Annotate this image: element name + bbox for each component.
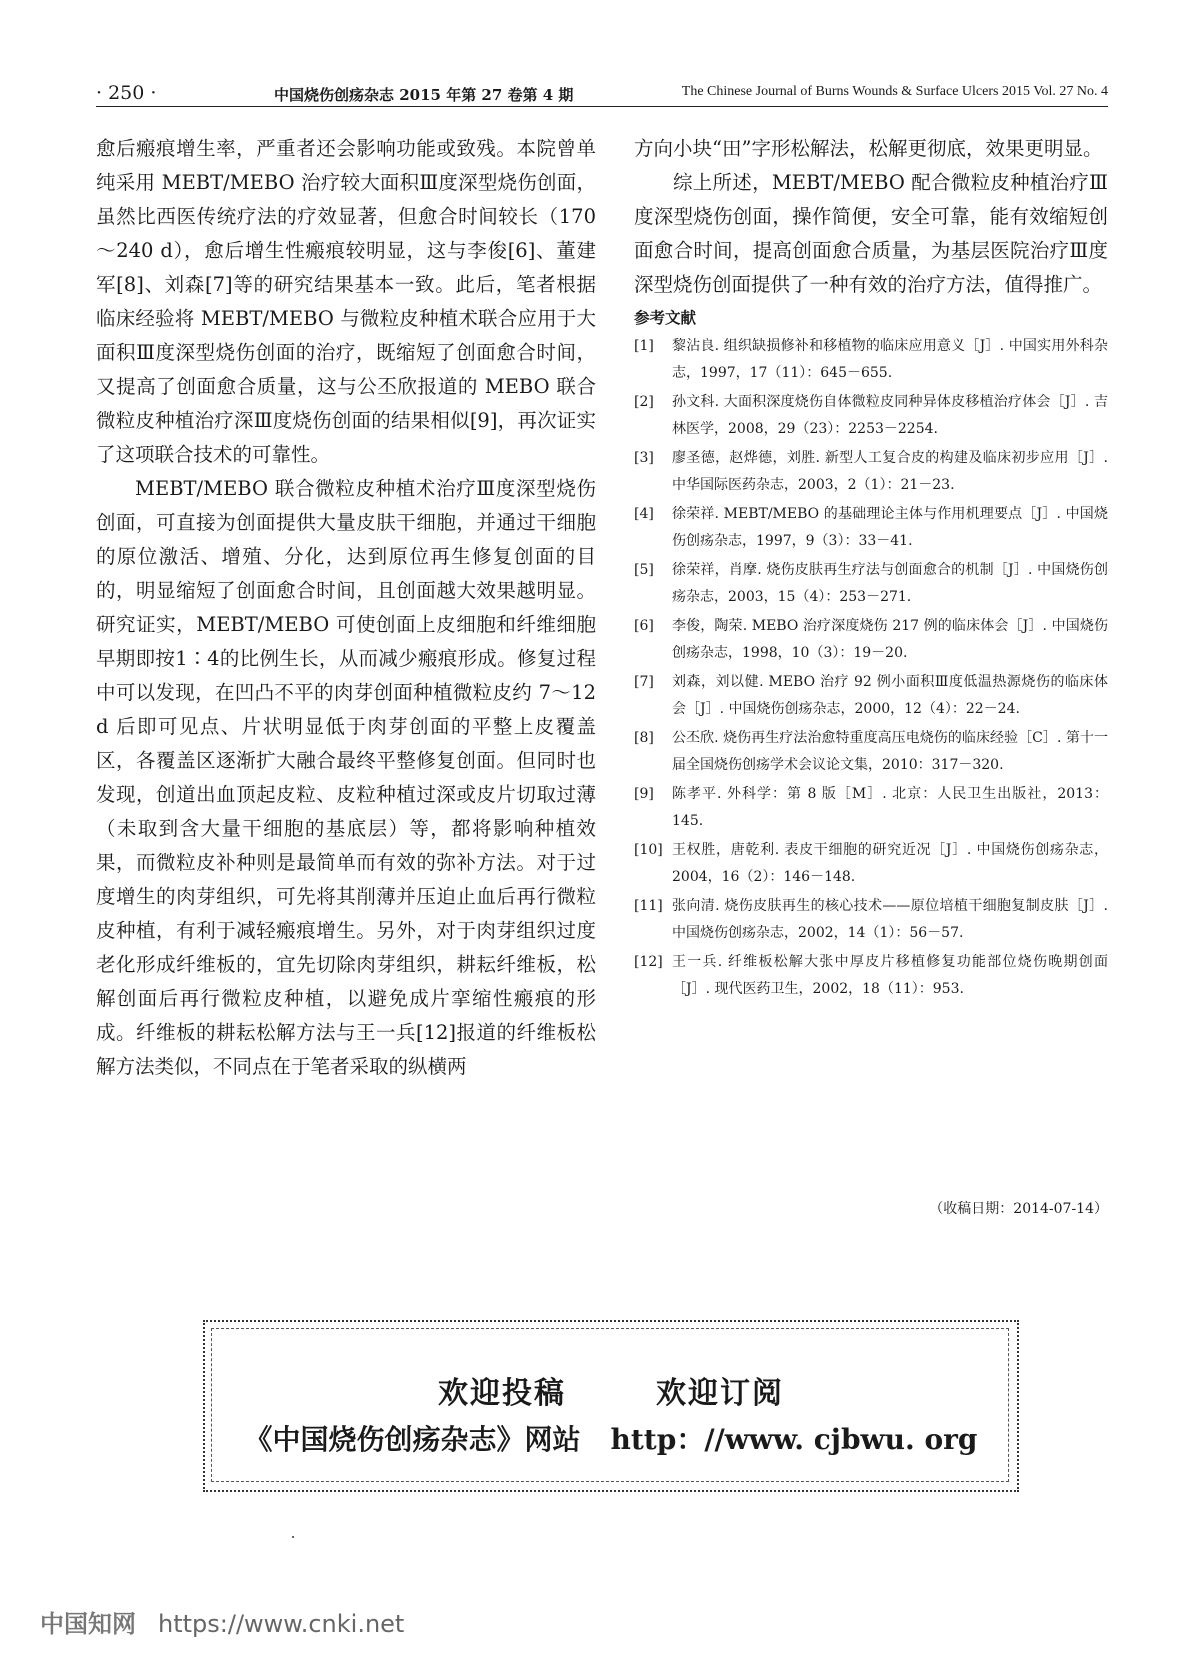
conclusion-paragraph: 综上所述，MEBT/MEBO 配合微粒皮种植治疗Ⅲ度深型烧伤创面，操作简便，安全可靠，能有效缩短创面愈合时间，提高创面愈合质量，为基层医院治疗Ⅲ度深型烧伤创面提供了一种有效的治疗方法，值得推广。 (634, 171, 1108, 296)
right-column (634, 132, 1108, 1005)
watermark-footer (40, 1604, 404, 1639)
stray-dot (292, 1536, 294, 1538)
left-column (96, 132, 596, 1084)
reference-item (634, 501, 1108, 555)
reference-item (634, 333, 1108, 387)
reference-item (634, 445, 1108, 499)
reference-list (634, 333, 1108, 1003)
reference-text: 孙文科. 大面积深度烧伤自体微粒皮同种异体皮移植治疗体会［J］. 吉林医学，2008，29（23）：2253－2254. (672, 394, 1108, 437)
banner-line-2 (203, 1418, 1019, 1458)
reference-text: 公丕欣. 烧伤再生疗法治愈特重度高压电烧伤的临床经验［C］. 第十一届全国烧伤创疡学术会议论文集，2010：317－320. (672, 730, 1108, 773)
banner-website-link[interactable]: http：//www. cjbwu. org (610, 1423, 978, 1456)
reference-number: [12] (634, 954, 663, 970)
reference-text: 王一兵. 纤维板松解大张中厚皮片移植修复功能部位烧伤晚期创面［J］. 现代医药卫生，2002，18（11）：953. (672, 954, 1108, 997)
page-number: · 250 · (96, 82, 157, 104)
reference-item (634, 389, 1108, 443)
received-date: （收稿日期：2014-07-14） (929, 1201, 1108, 1217)
reference-item (634, 781, 1108, 835)
reference-number: [2] (634, 394, 654, 410)
reference-number: [4] (634, 506, 654, 522)
reference-text: 李俊，陶荣. MEBO 治疗深度烧伤 217 例的临床体会［J］. 中国烧伤创疡杂志，1998，10（3）：19－20. (672, 618, 1108, 661)
banner-submit-text: 欢迎投稿 (438, 1376, 566, 1411)
reference-text: 王权胜，唐乾利. 表皮干细胞的研究近况［J］. 中国烧伤创疡杂志，2004，16（2）：146－148. (672, 842, 1108, 885)
reference-text: 陈孝平. 外科学：第 8 版［M］. 北京：人民卫生出版社，2013：145. (672, 786, 1108, 829)
reference-number: [8] (634, 730, 654, 746)
reference-number: [7] (634, 674, 654, 690)
banner-line-1 (203, 1368, 1019, 1412)
reference-text: 廖圣德，赵烨德，刘胜. 新型人工复合皮的构建及临床初步应用［J］. 中华国际医药杂志，2003，2（1）：21－23. (672, 450, 1108, 493)
reference-text: 徐荣祥，肖摩. 烧伤皮肤再生疗法与创面愈合的机制［J］. 中国烧伤创疡杂志，2003，15（4）：253－271. (672, 562, 1108, 605)
body-paragraph: 方向小块“田”字形松解法，松解更彻底，效果更明显。 (634, 137, 1103, 160)
reference-number: [9] (634, 786, 654, 802)
banner-subscribe-text: 欢迎订阅 (656, 1376, 784, 1411)
reference-number: [6] (634, 618, 654, 634)
reference-item (634, 725, 1108, 779)
reference-item (634, 893, 1108, 947)
reference-text: 黎沾良. 组织缺损修补和移植物的临床应用意义［J］. 中国实用外科杂志，1997，17（11）：645－655. (672, 338, 1108, 381)
journal-title-en: The Chinese Journal of Burns Wounds & Surface Ulcers 2015 Vol. 27 No. 4 (681, 84, 1108, 99)
reference-item (634, 613, 1108, 667)
cnki-url[interactable]: https://www.cnki.net (158, 1610, 405, 1638)
reference-text: 张向清. 烧伤皮肤再生的核心技术——原位培植干细胞复制皮肤［J］. 中国烧伤创疡杂志，2002，14（1）：56－57. (672, 898, 1108, 941)
promo-banner (203, 1320, 1019, 1492)
reference-number: [1] (634, 338, 654, 354)
reference-number: [11] (634, 898, 663, 914)
banner-journal-name: 《中国烧伤创疡杂志》网站 (244, 1423, 581, 1456)
reference-item (634, 557, 1108, 611)
references-heading: 参考文献 (634, 309, 697, 327)
journal-title-cn: 中国烧伤创疡杂志 2015 年第 27 卷第 4 期 (274, 86, 574, 104)
reference-number: [10] (634, 842, 663, 858)
body-paragraph: 愈后瘢痕增生率，严重者还会影响功能或致残。本院曾单纯采用 MEBT/MEBO 治疗较大面积Ⅲ度深型烧伤创面，虽然比西医传统疗法的疗效显著，但愈合时间较长（170～240 d），愈后增生性瘢痕较明显，这与李俊[6]、董建军[8]、刘森[7]等的研究结果基本一致。此后，笔者根据临床经验将 MEBT/MEBO 与微粒皮种植术联合应用于大面积Ⅲ度深型烧伤创面的治疗，既缩短了创面愈合时间，又提高了创面愈合质量，这与公丕欣报道的 MEBO 联合微粒皮种植治疗深Ⅲ度烧伤创面的结果相似[9]，再次证实了这项联合技术的可靠性。 (96, 137, 596, 466)
reference-item (634, 669, 1108, 723)
running-header (96, 80, 1108, 107)
reference-text: 刘森，刘以健. MEBO 治疗 92 例小面积Ⅲ度低温热源烧伤的临床体会［J］. 中国烧伤创疡杂志，2000，12（4）：22－24. (672, 674, 1108, 717)
body-paragraph: MEBT/MEBO 联合微粒皮种植术治疗Ⅲ度深型烧伤创面，可直接为创面提供大量皮肤干细胞，并通过干细胞的原位激活、增殖、分化，达到原位再生修复创面的目的，明显缩短了创面愈合时间，且创面越大效果越明显。研究证实，MEBT/MEBO 可使创面上皮细胞和纤维细胞早期即按1∶4的比例生长，从而减少瘢痕形成。修复过程中可以发现，在凹凸不平的肉芽创面种植微粒皮约 7～12 d 后即可见点、片状明显低于肉芽创面的平整上皮覆盖区，各覆盖区逐渐扩大融合最终平整修复创面。但同时也发现，创道出血顶起皮粒、皮粒种植过深或皮片切取过薄（未取到含大量干细胞的基底层）等，都将影响种植效果，而微粒皮补种则是最简单而有效的弥补方法。对于过度增生的肉芽组织，可先将其削薄并压迫止血后再行微粒皮种植，有利于减轻瘢痕增生。另外，对于肉芽组织过度老化形成纤维板的，宜先切除肉芽组织，耕耘纤维板，松解创面后再行微粒皮种植，以避免成片挛缩性瘢痕的形成。纤维板的耕耘松解方法与王一兵[12]报道的纤维板松解方法类似，不同点在于笔者采取的纵横两 (96, 477, 596, 1078)
reference-text: 徐荣祥. MEBT/MEBO 的基础理论主体与作用机理要点［J］. 中国烧伤创疡杂志，1997，9（3）：33－41. (672, 506, 1108, 549)
cnki-logo-text: 中国知网 (40, 1610, 136, 1638)
reference-number: [3] (634, 450, 654, 466)
reference-item (634, 949, 1108, 1003)
reference-item (634, 837, 1108, 891)
reference-number: [5] (634, 562, 654, 578)
